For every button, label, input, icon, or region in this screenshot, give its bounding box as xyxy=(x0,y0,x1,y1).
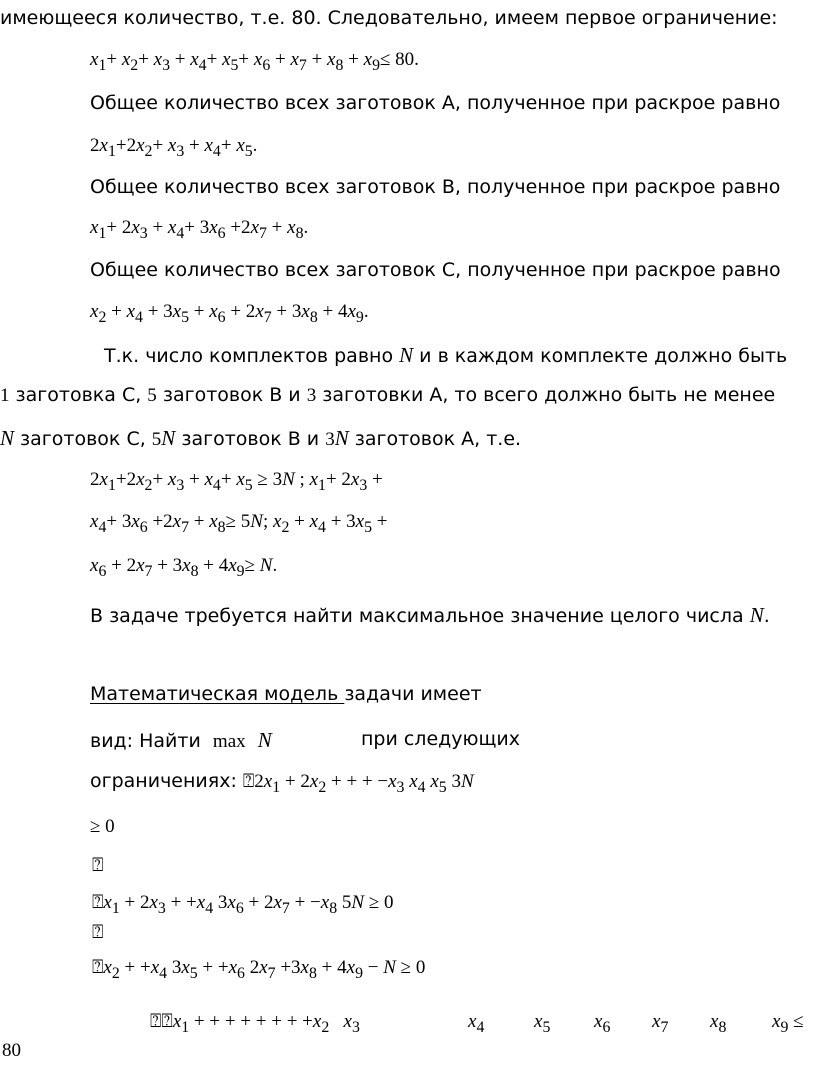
constraint-total: $x_1+ x_2+ x_3 + x_4+ x_5+ x_6 + x_7 + x_8 + x_9\le 80$. xyxy=(90,49,419,74)
heading-rest: задачи имеет xyxy=(344,683,482,705)
find-label: вид: Найти xyxy=(90,730,201,752)
inequality-line: $x_4+ 3x_6 +2x_7 + x_8\ge 5N$; $x_2 + x_4 + 3x_5$ + xyxy=(90,511,388,536)
brace-glyph: ⍰ xyxy=(92,922,104,943)
text-line: В задаче требуется найти максимальное значение целого числа N. xyxy=(90,603,770,627)
max-label: max xyxy=(212,731,246,752)
system-row-2: $⍰x_1 + 2x_3 + +x_4$ $3x_6 + 2x_7 + -x_8$ 5N ≥ 0 xyxy=(92,892,394,917)
model-line xyxy=(90,730,520,751)
formula-b: $x_1+ 2x_3 + x_4+ 3x_6 +2x_7 + x_8$. xyxy=(90,217,309,242)
text-line: Общее количество всех заготовок С, полученное при раскрое равно xyxy=(90,259,781,281)
text-line: N заготовок С, 5N заготовок В и 3N заготовок А, т.е. xyxy=(0,426,522,450)
underlined-text: Математическая модель xyxy=(90,683,345,705)
system-row-4: $⍰⍰x_1$ + + + + + + + $+x_2$ $x_3$ $x_4$ $x_5$ $x_6$ $x_7$ $x_8$ $x_9$ ≤ xyxy=(150,1011,804,1036)
text-line: Общее количество всех заготовок В, полученное при раскрое равно xyxy=(90,176,781,198)
text-line: Т.к. число комплектов равно N и в каждом комплекте должно быть xyxy=(104,343,788,367)
model-line xyxy=(90,772,474,796)
conditions-label: при следующих xyxy=(360,728,520,750)
system-row-3: $⍰x_2 + +x_4$ $3x_5 + +x_6$ $2x_7 +3x_8 + 4x_9 - N \ge 0$ xyxy=(92,957,426,982)
brace-glyph: ⍰ xyxy=(92,855,104,876)
inequality-line: $2x_1+2x_2+ x_3 + x_4+ x_5 \ge 3N$ ; $x_1+ 2x_3$ + xyxy=(90,469,383,494)
formula-a: $2x_1+2x_2+ x_3 + x_4+ x_5$. xyxy=(90,135,258,160)
text-line: 1 заготовка С, 5 заготовок В и 3 заготовки А, то всего должно быть не менее xyxy=(0,384,776,406)
constraints-label: ограничениях: xyxy=(90,770,237,792)
model-heading xyxy=(90,685,482,704)
system-row-1: $⍰2x_1 + 2x_2$ + + + $-x_3$ $x_4$ $x_5$ 3N xyxy=(242,771,474,796)
system-row-4-rhs: 80 xyxy=(2,1040,21,1061)
inequality-line: $x_6 + 2x_7 + 3x_8 + 4x_9\ge N$. xyxy=(90,555,278,580)
var-n: N xyxy=(257,728,272,752)
system-row-1-rhs: ≥ 0 xyxy=(90,816,115,837)
text-line: имеющееся количество, т.е. 80. Следовательно, имеем первое ограничение: xyxy=(0,7,778,29)
formula-c: $x_2 + x_4 + 3x_5 + x_6 + 2x_7 + 3x_8 + 4x_9$. xyxy=(90,301,369,326)
text-line: Общее количество всех заготовок А, полученное при раскрое равно xyxy=(90,92,781,114)
